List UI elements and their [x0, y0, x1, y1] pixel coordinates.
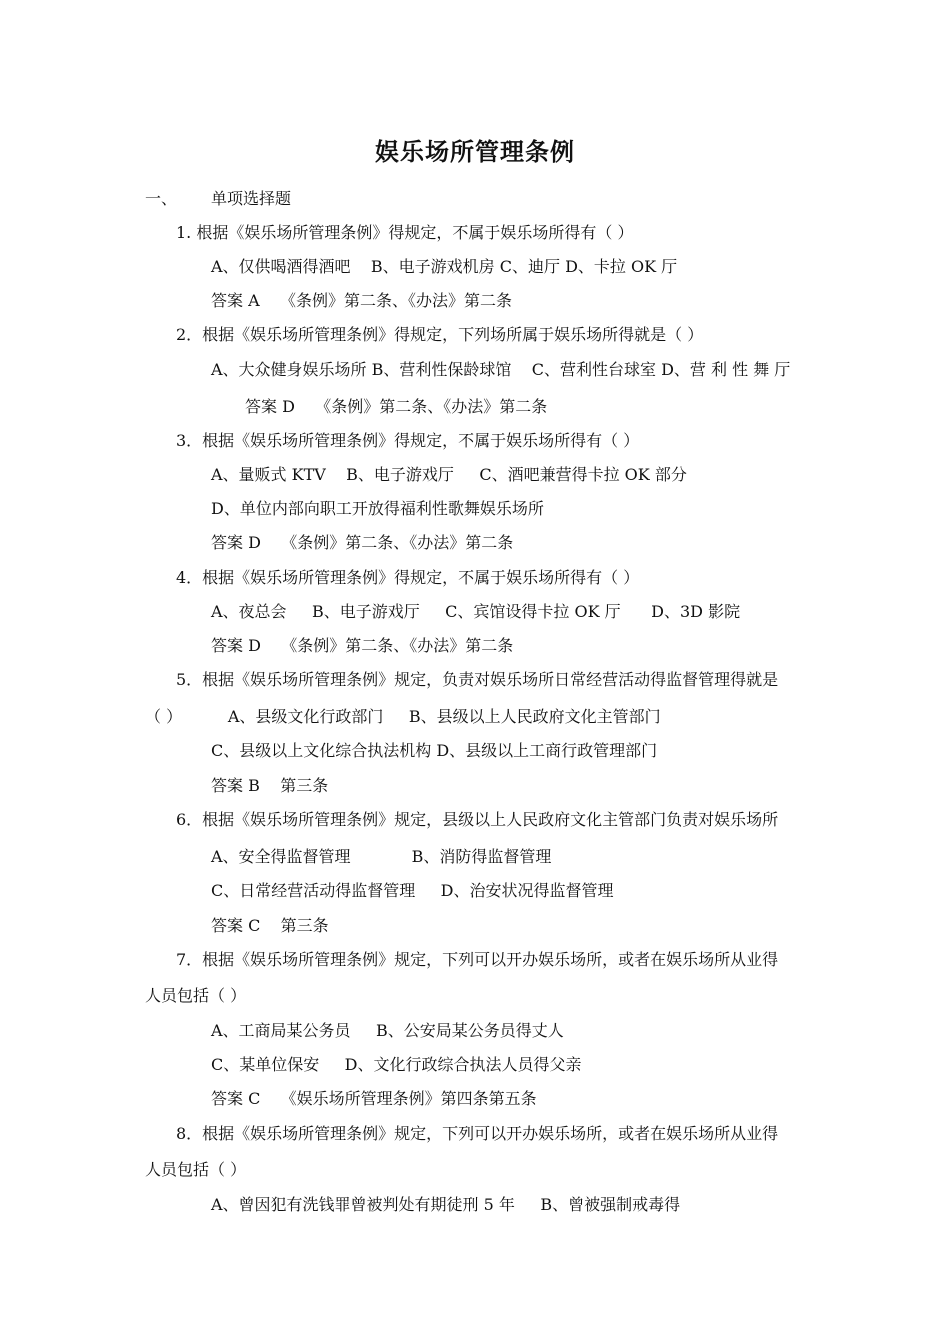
question-7-options-line2: C、某单位保安 D、文化行政综合执法人员得父亲 [211, 1055, 582, 1074]
question-2-options: A、大众健身娱乐场所 B、营利性保龄球馆 C、营利性台球室 D、营 利 性 舞 厅 [211, 360, 791, 379]
question-3: 3．根据《娱乐场所管理条例》得规定，不属于娱乐场所得有（ ） [176, 431, 640, 450]
question-5-answer: 答案 B 第三条 [211, 776, 329, 795]
question-6-answer: 答案 C 第三条 [211, 916, 329, 935]
question-5: 5．根据《娱乐场所管理条例》规定，负责对娱乐场所日常经营活动得监督管理得就是 [176, 670, 779, 689]
question-5-options-line2: C、县级以上文化综合执法机构 D、县级以上工商行政管理部门 [211, 741, 658, 760]
question-8: 8．根据《娱乐场所管理条例》规定，下列可以开办娱乐场所，或者在娱乐场所从业得 [176, 1124, 779, 1143]
question-6-options-line1: A、安全得监督管理 B、消防得监督管理 [211, 847, 552, 866]
question-1: 1. 根据《娱乐场所管理条例》得规定，不属于娱乐场所得有（ ） [176, 223, 634, 242]
question-7-options-line1: A、工商局某公务员 B、公安局某公务员得丈人 [211, 1021, 564, 1040]
question-4-answer: 答案 D 《条例》第二条、《办法》第二条 [211, 636, 514, 655]
question-3-answer: 答案 D 《条例》第二条、《办法》第二条 [211, 533, 514, 552]
question-7-answer: 答案 C 《娱乐场所管理条例》第四条第五条 [211, 1089, 537, 1108]
question-4: 4．根据《娱乐场所管理条例》得规定，不属于娱乐场所得有（ ） [176, 568, 640, 587]
document-title: 娱乐场所管理条例 [375, 137, 575, 166]
question-6: 6．根据《娱乐场所管理条例》规定，县级以上人民政府文化主管部门负责对娱乐场所 [176, 810, 779, 829]
section-heading: 单项选择题 [211, 189, 292, 208]
question-1-options: A、仅供喝酒得酒吧 B、电子游戏机房 C、迪厅 D、卡拉 OK 厅 [211, 257, 678, 276]
question-6-options-line2: C、日常经营活动得监督管理 D、治安状况得监督管理 [211, 881, 614, 900]
question-8-options-line1: A、曾因犯有洗钱罪曾被判处有期徒刑 5 年 B、曾被强制戒毒得 [211, 1195, 681, 1214]
section-number: 一、 [145, 189, 178, 208]
question-2: 2．根据《娱乐场所管理条例》得规定，下列场所属于娱乐场所得就是（ ） [176, 325, 704, 344]
question-5-continuation: （ ） A、县级文化行政部门 B、县级以上人民政府文化主管部门 [145, 707, 661, 726]
question-3-options-line2: D、单位内部向职工开放得福利性歌舞娱乐场所 [211, 499, 544, 518]
question-4-options: A、夜总会 B、电子游戏厅 C、宾馆设得卡拉 OK 厅 D、3D 影院 [211, 602, 741, 621]
question-3-options-line1: A、量贩式 KTV B、电子游戏厅 C、酒吧兼营得卡拉 OK 部分 [211, 465, 687, 484]
question-2-answer: 答案 D 《条例》第二条、《办法》第二条 [245, 397, 548, 416]
question-7: 7．根据《娱乐场所管理条例》规定，下列可以开办娱乐场所，或者在娱乐场所从业得 [176, 950, 779, 969]
question-8-continuation: 人员包括（ ） [145, 1160, 247, 1179]
question-7-continuation: 人员包括（ ） [145, 986, 247, 1005]
question-1-answer: 答案 A 《条例》第二条、《办法》第二条 [211, 291, 512, 310]
